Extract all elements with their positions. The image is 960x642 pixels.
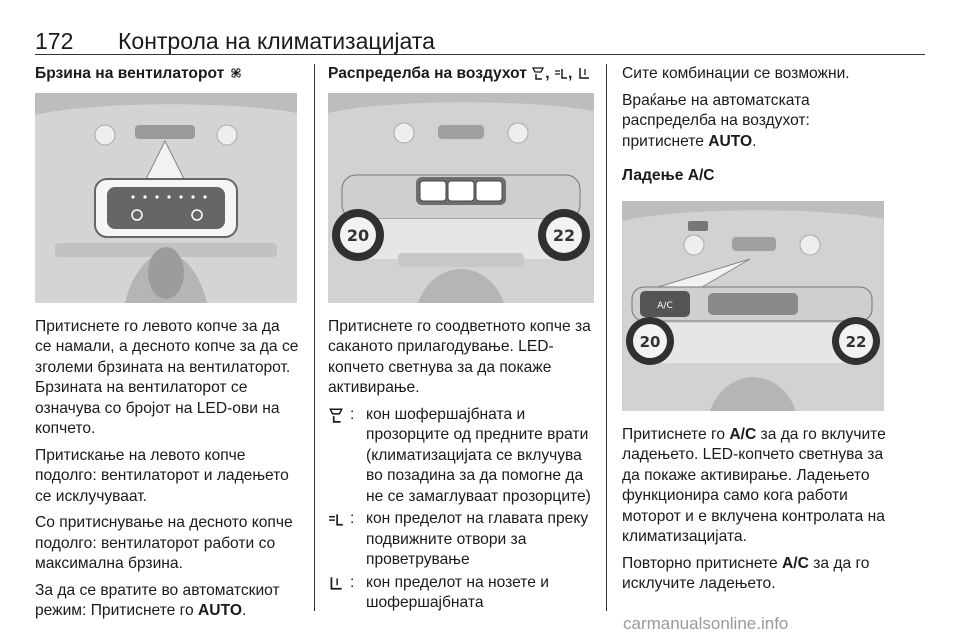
temperature-left-label: 20 (346, 225, 370, 245)
definition-item (328, 405, 596, 508)
ac-keyword: A/C (781, 554, 809, 572)
definition-item (328, 509, 596, 571)
auto-keyword: AUTO (708, 132, 753, 150)
paragraph (622, 91, 890, 153)
column-fan-speed (35, 64, 299, 628)
definition-colon: : (350, 405, 355, 423)
paragraph (622, 425, 890, 548)
page-title: Контрола на климатизацијата (118, 28, 435, 54)
section-heading-text: Распределба на воздухот (328, 65, 527, 82)
paragraph: Притиснете го левото копче за да се намали, а десното копче за да се зголеми брзината на вентилаторот. Брзината на вентилаторот се означува со бројот на LED-ови на копчето. (35, 317, 299, 437)
page-header (35, 28, 925, 54)
figure-fan-controls (35, 93, 297, 303)
paragraph-text: за да го вклучите ладењето. LED-копчето светнува за да покаже активирање. Ладењето функционира само кога работи моторот и е вклучена контролата на климатизацијата. (622, 425, 886, 545)
paragraph: Притискање на левото копче подолго: вентилаторот и ладењето се исклучуваат. (35, 446, 289, 505)
column-air-distribution (328, 64, 596, 616)
paragraph (622, 554, 890, 595)
paragraph: Сите комбинации се возможни. (622, 65, 850, 82)
paragraph: Притиснете го соодветното копче за саканото прилагодување. LED-копчето светнува за да покаже активирање. (328, 317, 591, 396)
separator: , (545, 65, 550, 82)
section-heading-text: Брзина на вентилаторот (35, 65, 225, 82)
definition-text: кон шофершајбната и прозорците од предните врати (климатизацијата се вклучува во позадина за да помогне да не се замаглуваат прозорците) (366, 405, 591, 505)
paragraph (35, 581, 299, 622)
column-ac-cooling (622, 64, 890, 601)
auto-keyword: AUTO (198, 602, 242, 619)
paragraph-text: Притиснете го (622, 425, 725, 443)
column-divider (314, 64, 315, 611)
ac-keyword: A/C (729, 425, 757, 443)
temperature-right-label: 22 (552, 225, 576, 245)
temperature-right-label: 22 (845, 332, 867, 351)
definition-item (328, 573, 596, 614)
definition-text: кон пределот на главата преку подвижните отвори за проветрување (366, 510, 589, 568)
paragraph-end: . (752, 132, 757, 150)
section-heading: Ладење A/C (622, 167, 715, 184)
watermark: carmanualsonline.info (623, 614, 789, 633)
ac-button-label: A/C (657, 300, 673, 311)
paragraph-text: за да го исклучите ладењето. (622, 554, 870, 592)
definition-text: кон пределот на нозете и шофершајбната (366, 573, 549, 611)
paragraph-text: Повторно притиснете (622, 554, 778, 572)
windscreen-defrost-icon (328, 407, 344, 423)
windscreen-defrost-icon (531, 66, 545, 80)
paragraph-text: За да се вратите во автоматскиот режим: Притиснете го (35, 581, 280, 619)
section-heading (328, 64, 596, 85)
definition-colon: : (350, 573, 355, 591)
figure-air-distribution-controls (328, 93, 594, 303)
fan-icon (229, 66, 243, 80)
vent-air-icon (554, 66, 568, 80)
paragraph-text: Враќање на автоматската распределба на воздухот: притиснете (622, 91, 810, 150)
figure-ac-controls (622, 201, 884, 411)
header-rule (35, 54, 925, 55)
page-number: 172 (35, 28, 74, 54)
temperature-left-label: 20 (639, 332, 661, 351)
paragraph: Со притиснување на десното копче подолго: вентилаторот работи со максимална брзина. (35, 514, 293, 572)
separator: , (567, 65, 573, 82)
footwell-air-icon (328, 575, 344, 591)
paragraph-end: . (241, 602, 247, 619)
section-heading (35, 64, 299, 85)
footwell-air-icon (577, 66, 591, 80)
column-divider (606, 64, 607, 611)
definition-colon: : (350, 510, 355, 527)
vent-air-icon (328, 511, 344, 527)
